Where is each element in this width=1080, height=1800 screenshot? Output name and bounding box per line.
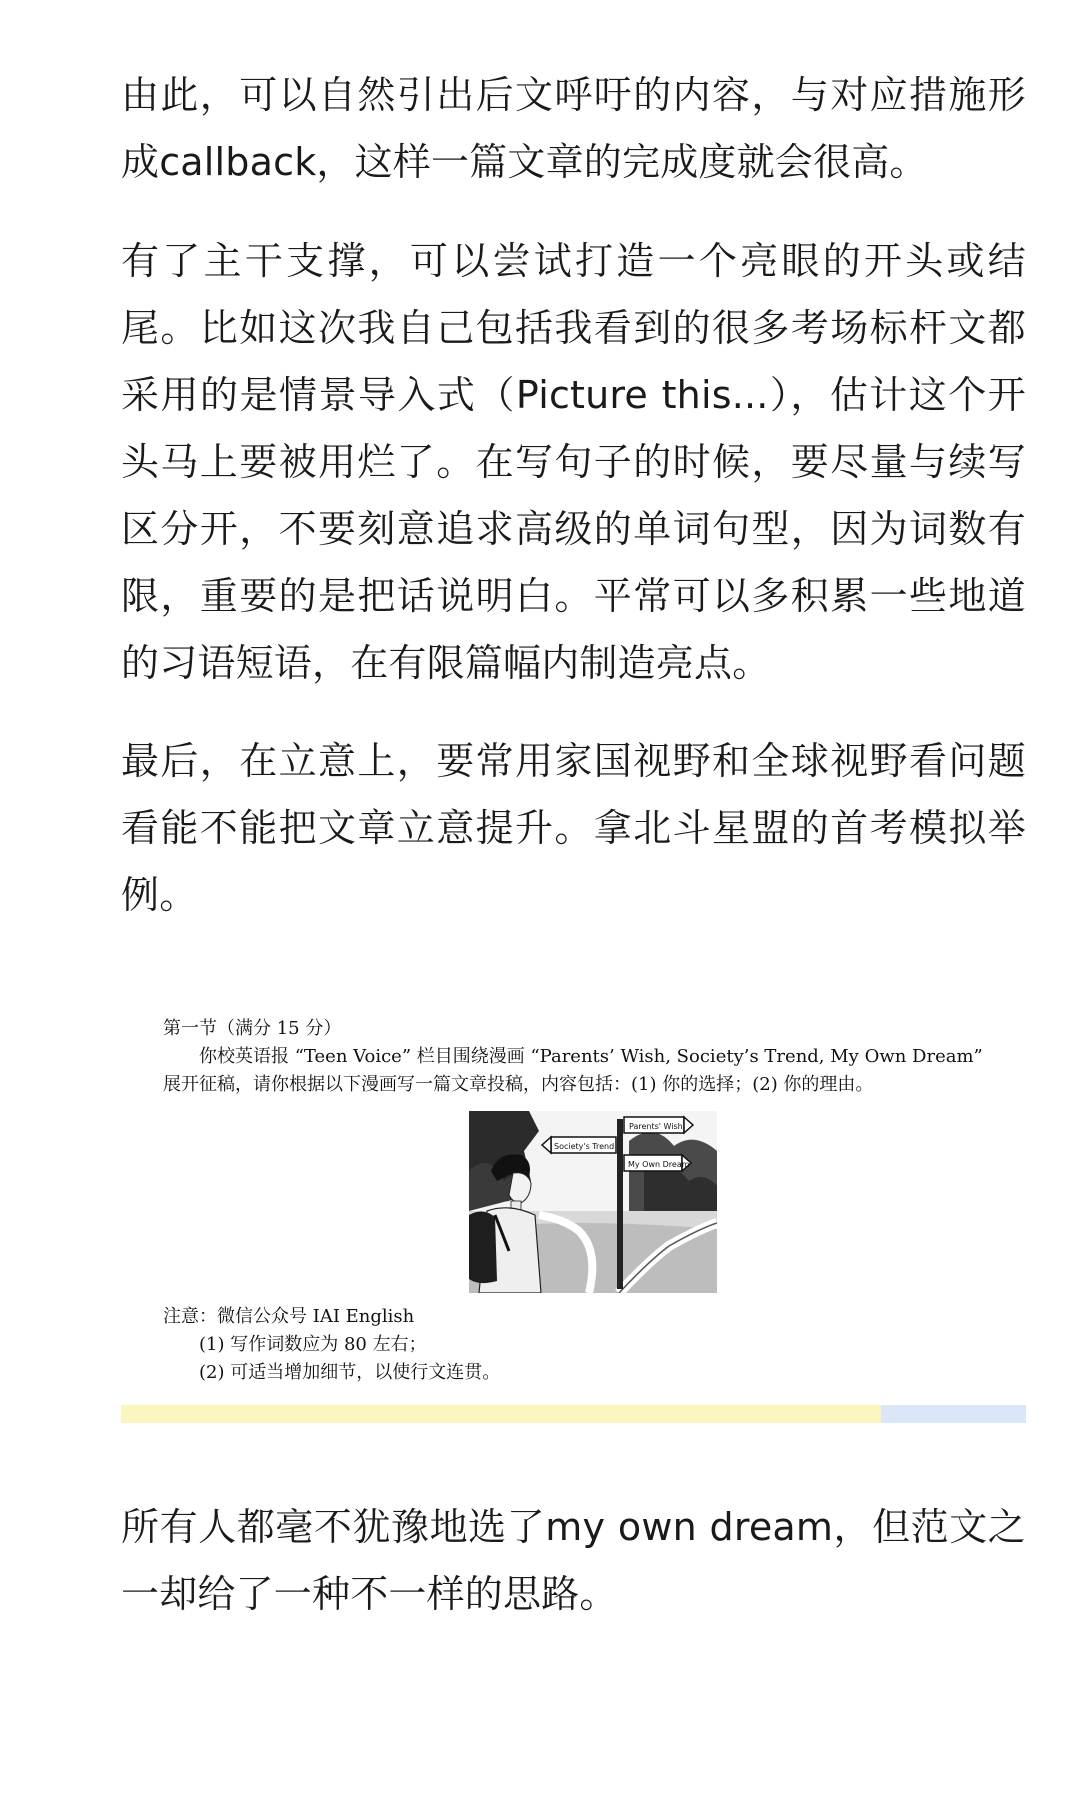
exam-note-1: (1) 写作词数应为 80 左右； [199, 1334, 427, 1355]
comic-illustration [469, 1111, 717, 1293]
divider-blue-segment [881, 1405, 1026, 1423]
exam-intro-line-2: 展开征稿，请你根据以下漫画写一篇文章投稿，内容包括：(1) 你的选择；(2) 你的理由。 [163, 1074, 874, 1095]
highlight-divider-bar [121, 1405, 1026, 1423]
paragraph-theme: 最后，在立意上，要常用家国视野和全球视野看问题看能不能把文章立意提升。拿北斗星盟的首考模拟举例。 [121, 739, 1026, 917]
paragraph-callback: 由此，可以自然引出后文呼吁的内容，与对应措施形成callback，这样一篇文章的完成度就会很高。 [121, 73, 1026, 184]
exam-note-2: (2) 可适当增加细节，以使行文连贯。 [199, 1362, 501, 1383]
exam-intro-line-1: 你校英语报 “Teen Voice” 栏目围绕漫画 “Parents’ Wish, Society’s Trend, My Own Dream” [199, 1046, 983, 1067]
sign-societys-trend: Society's Trend [554, 1142, 615, 1151]
sign-parents-wish: Parents' Wish [629, 1122, 683, 1131]
sign-my-own-dream: My Own Dream [628, 1160, 690, 1169]
exam-note-title: 注意：微信公众号 IAI English [163, 1306, 415, 1327]
paragraph-choice: 所有人都毫不犹豫地选了my own dream，但范文之一却给了一种不一样的思路。 [121, 1505, 1026, 1616]
paragraph-opening-ending: 有了主干支撑，可以尝试打造一个亮眼的开头或结尾。比如这次我自己包括我看到的很多考场标杆文都采用的是情景导入式（Picture this...），估计这个开头马上要被用烂了。在写句子的时候，要尽量与续写区分开，不要刻意追求高级的单词句型，因为词数有限，重要的是把话说明白。平常可以多积累一些地道的习语短语，在有限篇幅内制造亮点。 [121, 239, 1026, 685]
exam-section-title: 第一节（满分 15 分） [163, 1018, 342, 1039]
exam-question-image [121, 1005, 1026, 1425]
divider-yellow-segment [121, 1405, 881, 1423]
